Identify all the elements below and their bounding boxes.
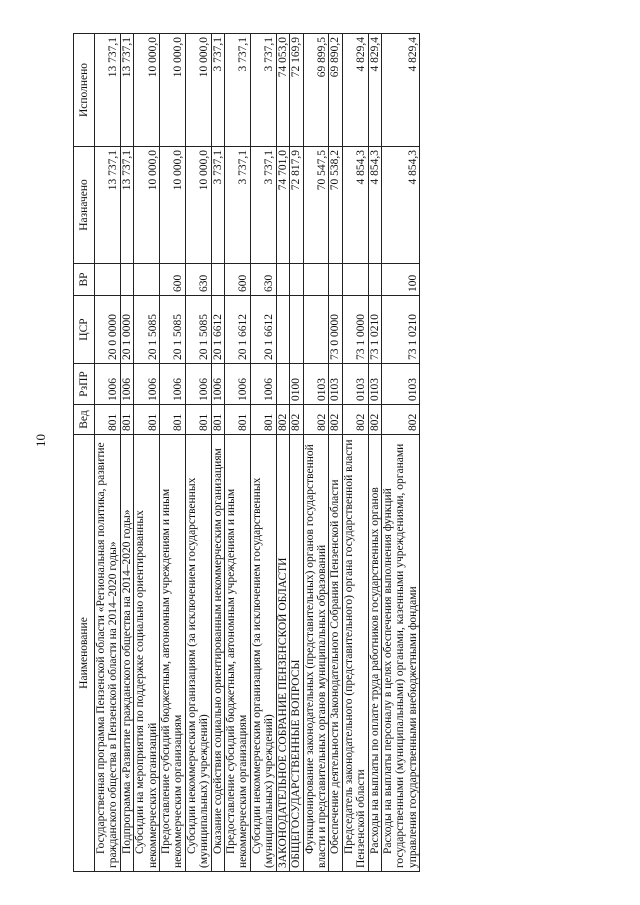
row-executed: 10 000,0 (160, 34, 186, 147)
row-name: Функционирование законодательных (представительных) органов государственной власти и представительных органов муниципальных образований (303, 435, 329, 872)
table-row (290, 34, 303, 872)
row-csr: 20 1 5085 (160, 296, 186, 364)
row-vr: 630 (185, 264, 211, 296)
row-vr: 600 (160, 264, 186, 296)
row-csr: 20 1 0000 (120, 296, 133, 364)
row-name: Оказание содействия социально ориентированным некоммерческим организациям (211, 435, 224, 872)
row-rzpr: 1006 (160, 364, 186, 405)
header-ved: Вед (74, 405, 95, 435)
rotated-table-container (73, 37, 584, 872)
row-csr: 20 1 5085 (185, 296, 211, 364)
table-row (95, 34, 121, 872)
row-csr: 73 1 0210 (381, 296, 419, 364)
row-rzpr: 0103 (342, 364, 368, 405)
row-assigned: 4 854,3 (342, 147, 368, 264)
row-executed: 69 899,5 (303, 34, 329, 147)
row-vr (303, 264, 329, 296)
header-executed: Исполнено (74, 34, 95, 147)
row-ved: 801 (120, 405, 133, 435)
row-ved: 802 (368, 405, 381, 435)
row-assigned: 3 737,1 (211, 147, 224, 264)
row-vr: 100 (381, 264, 419, 296)
row-executed: 13 737,1 (95, 34, 121, 147)
row-executed: 4 829,4 (368, 34, 381, 147)
row-assigned: 70 538,2 (329, 147, 342, 264)
row-vr (290, 264, 303, 296)
row-ved: 801 (95, 405, 121, 435)
table-row (225, 34, 251, 872)
row-csr (303, 296, 329, 364)
row-ved: 802 (303, 405, 329, 435)
row-ved: 802 (290, 405, 303, 435)
header-assigned: Назначено (74, 147, 95, 264)
row-assigned: 10 000,0 (185, 147, 211, 264)
table-row (276, 34, 289, 872)
row-executed: 10 000,0 (134, 34, 160, 147)
table-row (303, 34, 329, 872)
header-csr: ЦСР (74, 296, 95, 364)
row-assigned: 13 737,1 (95, 147, 121, 264)
row-executed: 10 000,0 (185, 34, 211, 147)
row-name: Председатель законодательного (представительного) органа государственной власти Пензенской области (342, 435, 368, 872)
table-header-row (74, 34, 95, 872)
row-csr: 20 1 5085 (134, 296, 160, 364)
row-rzpr: 1006 (95, 364, 121, 405)
row-csr: 20 1 6612 (211, 296, 224, 364)
table-row (160, 34, 186, 872)
row-vr (95, 264, 121, 296)
row-csr: 73 0 0000 (329, 296, 342, 364)
row-rzpr: 1006 (225, 364, 251, 405)
row-name: Субсидии некоммерческим организациям (за исключением государственных (муниципальных) учреждений) (185, 435, 211, 872)
table-row (329, 34, 342, 872)
row-name: Предоставление субсидий бюджетным, автономным учреждениям и иным некоммерческим организациям (225, 435, 251, 872)
row-ved: 801 (185, 405, 211, 435)
row-vr (120, 264, 133, 296)
row-ved: 802 (342, 405, 368, 435)
table-row (185, 34, 211, 872)
row-vr (211, 264, 224, 296)
row-executed: 13 737,1 (120, 34, 133, 147)
row-vr (342, 264, 368, 296)
row-name: Субсидии на мероприятия по поддержке социально ориентированных некоммерческих организаций (134, 435, 160, 872)
table-row (381, 34, 419, 872)
row-rzpr: 0103 (329, 364, 342, 405)
row-rzpr: 1006 (120, 364, 133, 405)
row-rzpr: 1006 (250, 364, 276, 405)
table-row (368, 34, 381, 872)
header-vr: ВР (74, 264, 95, 296)
row-csr: 73 1 0210 (368, 296, 381, 364)
row-rzpr: 1006 (211, 364, 224, 405)
table-row (211, 34, 224, 872)
row-ved: 801 (225, 405, 251, 435)
row-vr: 630 (250, 264, 276, 296)
row-name: Расходы на выплаты персоналу в целях обеспечения выполнения функций государственными (муниципальными) органами, казенными учреждениями, органами управления государственными внебюджетными фондами (381, 435, 419, 872)
row-name: ЗАКОНОДАТЕЛЬНОЕ СОБРАНИЕ ПЕНЗЕНСКОЙ ОБЛАСТИ (276, 435, 289, 872)
row-name: Расходы на выплаты по оплате труда работников государственных органов (368, 435, 381, 872)
row-vr: 600 (225, 264, 251, 296)
row-executed: 69 890,2 (329, 34, 342, 147)
row-name: Подпрограмма «Развитие гражданского общества на 2014–2020 годы» (120, 435, 133, 872)
row-csr: 20 1 6612 (225, 296, 251, 364)
row-ved: 802 (329, 405, 342, 435)
row-executed: 3 737,1 (211, 34, 224, 147)
row-csr (290, 296, 303, 364)
row-assigned: 72 817,9 (290, 147, 303, 264)
row-executed: 72 169,9 (290, 34, 303, 147)
header-name: Наименование (74, 435, 95, 872)
row-vr (329, 264, 342, 296)
row-executed: 3 737,1 (225, 34, 251, 147)
row-ved: 802 (381, 405, 419, 435)
row-assigned: 4 854,3 (368, 147, 381, 264)
row-rzpr: 0103 (368, 364, 381, 405)
row-rzpr: 0103 (381, 364, 419, 405)
row-assigned: 74 701,0 (276, 147, 289, 264)
row-assigned: 3 737,1 (225, 147, 251, 264)
row-csr: 20 1 6612 (250, 296, 276, 364)
row-ved: 802 (276, 405, 289, 435)
row-name: Субсидии некоммерческим организациям (за исключением государственных (муниципальных) учреждений) (250, 435, 276, 872)
row-assigned: 3 737,1 (250, 147, 276, 264)
row-rzpr (276, 364, 289, 405)
budget-table (73, 33, 420, 872)
row-name: Государственная программа Пензенской области «Региональная политика, развитие гражданского общества в Пензенской области на 2014–2020 годы» (95, 435, 121, 872)
row-name: Предоставление субсидий бюджетным, автономным учреждениям и иным некоммерческим организациям (160, 435, 186, 872)
row-ved: 801 (134, 405, 160, 435)
row-name: ОБЩЕГОСУДАРСТВЕННЫЕ ВОПРОСЫ (290, 435, 303, 872)
row-rzpr: 0103 (303, 364, 329, 405)
row-rzpr: 1006 (185, 364, 211, 405)
row-executed: 74 053,0 (276, 34, 289, 147)
row-assigned: 70 547,5 (303, 147, 329, 264)
row-rzpr: 1006 (134, 364, 160, 405)
row-vr (134, 264, 160, 296)
row-ved: 801 (211, 405, 224, 435)
row-assigned: 13 737,1 (120, 147, 133, 264)
table-row (342, 34, 368, 872)
table-row (120, 34, 133, 872)
row-csr (276, 296, 289, 364)
table-row (250, 34, 276, 872)
header-rzpr: РзПР (74, 364, 95, 405)
row-assigned: 10 000,0 (160, 147, 186, 264)
row-csr: 20 0 0000 (95, 296, 121, 364)
row-ved: 801 (250, 405, 276, 435)
page-number: 10 (33, 434, 48, 447)
row-ved: 801 (160, 405, 186, 435)
row-vr (276, 264, 289, 296)
row-assigned: 4 854,3 (381, 147, 419, 264)
row-executed: 4 829,4 (342, 34, 368, 147)
row-vr (368, 264, 381, 296)
row-name: Обеспечение деятельности Законодательного Собрания Пензенской области (329, 435, 342, 872)
row-executed: 3 737,1 (250, 34, 276, 147)
row-rzpr: 0100 (290, 364, 303, 405)
row-executed: 4 829,4 (381, 34, 419, 147)
row-csr: 73 1 0000 (342, 296, 368, 364)
row-assigned: 10 000,0 (134, 147, 160, 264)
table-row (134, 34, 160, 872)
